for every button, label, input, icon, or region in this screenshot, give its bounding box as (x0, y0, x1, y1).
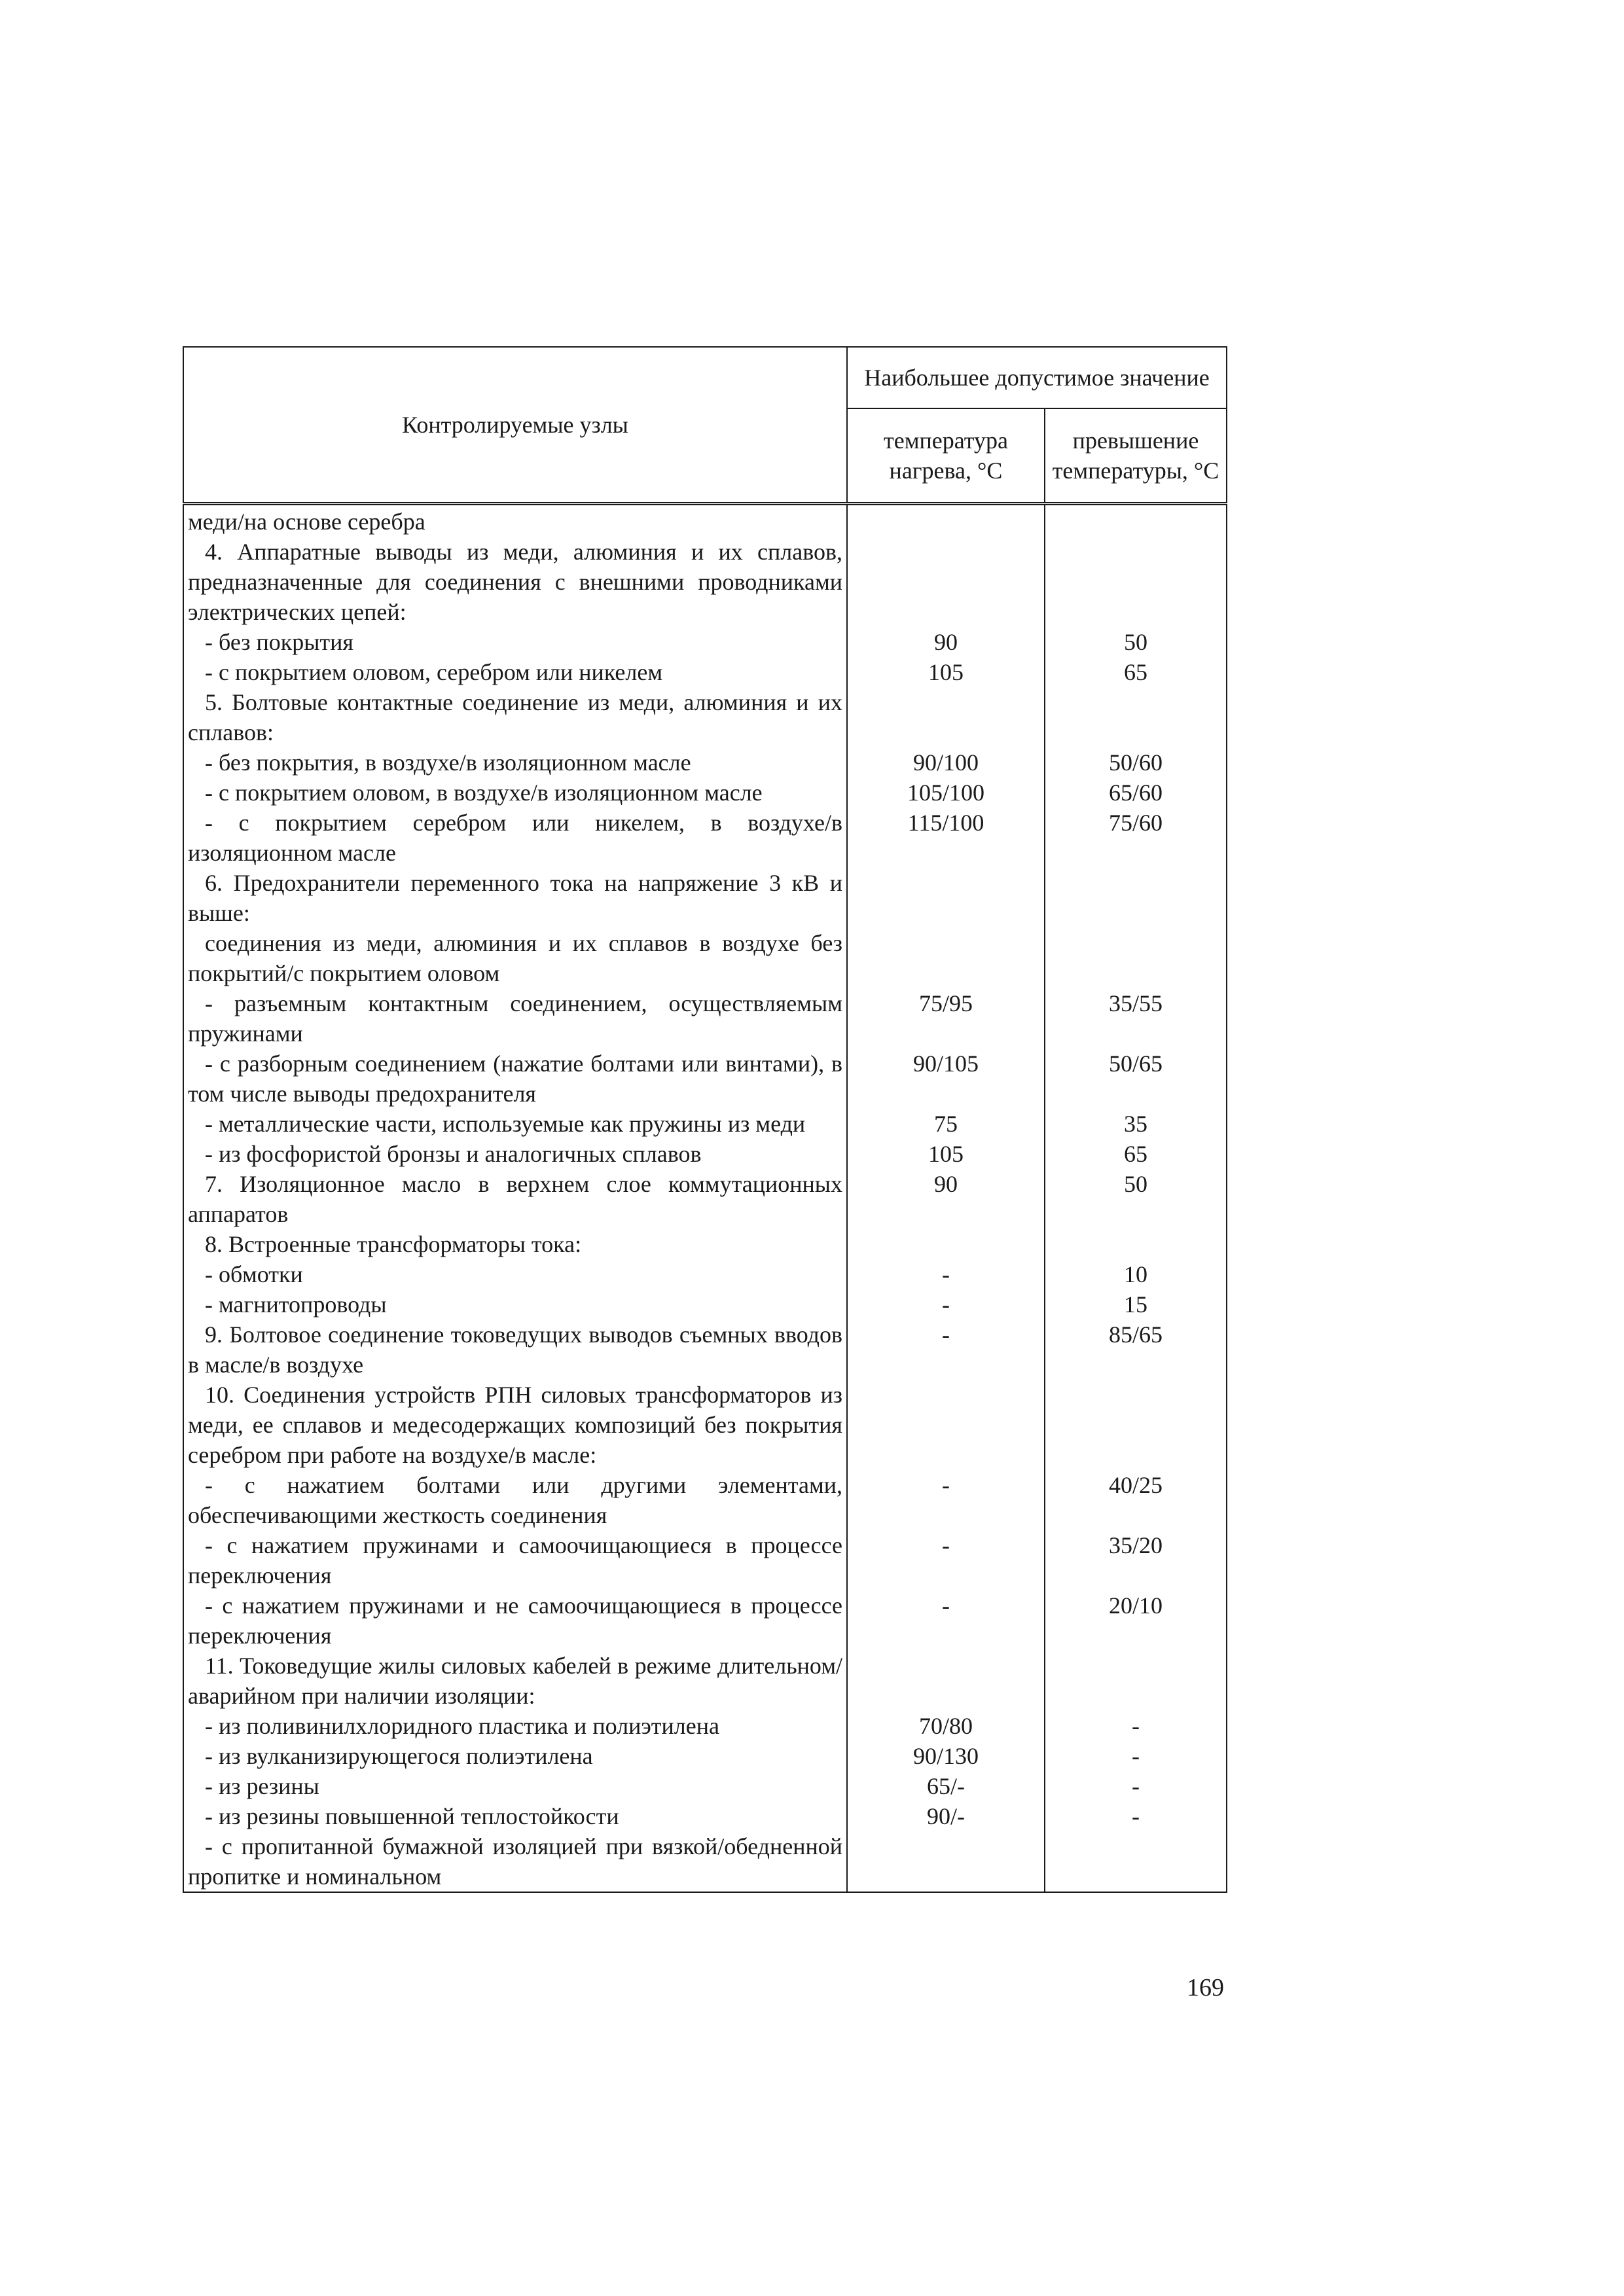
temperature-rise-value: 35 (1124, 1111, 1147, 1137)
temperature-rise-value (1045, 928, 1226, 988)
temperature-rise-value: 65 (1124, 659, 1147, 685)
temperature-rise-value: 85/65 (1108, 1321, 1163, 1348)
row-text: - магнитопроводы (205, 1291, 387, 1318)
heating-temperature-value: 105/100 (907, 780, 984, 806)
row-text: 11. Токоведущие жилы силовых кабелей в режиме длительном/аварийном при наличии изоляции: (188, 1653, 842, 1709)
heating-temperature-value: 105 (928, 1141, 964, 1167)
heating-temperature-value (848, 1229, 1044, 1259)
row-text: - с пропитанной бумажной изоляцией при вязкой/обедненной пропитке и номинальном (188, 1833, 842, 1890)
temperature-rise-value: - (1132, 1713, 1140, 1739)
heating-temperature-value: - (942, 1532, 950, 1558)
row-text: - без покрытия (205, 629, 353, 655)
heating-temperature-value: 70/80 (918, 1713, 973, 1739)
temperature-rise-value: 10 (1124, 1261, 1147, 1287)
row-text: - с нажатием пружинами и самоочищающиеся в процессе переключения (188, 1532, 842, 1588)
heating-temperature-value: 90 (934, 629, 958, 655)
row-text: 9. Болтовое соединение токоведущих выводов съемных вводов в масле/в воздухе (188, 1321, 842, 1378)
header-max-value: Наибольшее допустимое значение (847, 347, 1227, 408)
heating-temperature-column (847, 504, 1045, 1893)
row-text: - из резины повышенной теплостойкости (205, 1803, 619, 1829)
temperature-rise-value (1045, 537, 1226, 627)
temperature-rise-value: - (1132, 1803, 1140, 1829)
heating-temperature-value: 90 (934, 1171, 958, 1197)
temperature-limits-table (183, 346, 1227, 1893)
heating-temperature-value (848, 1651, 1044, 1711)
row-text: - с покрытием серебром или никелем, в воздухе/в изоляционном масле (188, 810, 842, 866)
temperature-rise-value: 15 (1124, 1291, 1147, 1318)
row-text: 7. Изоляционное масло в верхнем слое коммутационных аппаратов (188, 1171, 842, 1227)
row-text: - из резины (205, 1773, 319, 1799)
temperature-rise-value: 75/60 (1108, 810, 1163, 836)
heating-temperature-value (848, 1380, 1044, 1470)
row-text: 6. Предохранители переменного тока на напряжение 3 кВ и выше: (188, 870, 842, 926)
temperature-rise-value (1045, 1831, 1226, 1892)
row-text: - с покрытием оловом, серебром или никелем (205, 659, 663, 685)
heating-temperature-value: 90/100 (912, 749, 979, 776)
temperature-rise-value: 50/60 (1108, 749, 1163, 776)
controlled-nodes-list (184, 507, 846, 1892)
row-text: 8. Встроенные трансформаторы тока: (205, 1231, 582, 1257)
temperature-rise-value: 40/25 (1108, 1472, 1163, 1498)
temperature-rise-value (1045, 868, 1226, 928)
temperature-rise-value: 50 (1124, 1171, 1147, 1197)
row-text: - с нажатием пружинами и не самоочищающиеся в процессе переключения (188, 1592, 842, 1649)
heating-temperature-value (848, 1831, 1044, 1892)
row-text: 10. Соединения устройств РПН силовых трансформаторов из меди, ее сплавов и медесодержащих композиций без покрытия серебром при работе на воздухе/в масле: (188, 1382, 842, 1468)
temperature-rise-value: 35/20 (1108, 1532, 1163, 1558)
heating-temperature-value: 65/- (927, 1773, 965, 1799)
temperature-rise-value: 50/65 (1108, 1050, 1163, 1077)
temperature-rise-value: 50 (1124, 629, 1147, 655)
heating-temperature-value (848, 537, 1044, 627)
row-text: - разъемным контактным соединением, осуществляемым пружинами (188, 990, 842, 1047)
controlled-nodes-column (183, 504, 847, 1893)
heating-temperature-values (848, 507, 1044, 1892)
temperature-rise-value: 20/10 (1108, 1592, 1163, 1619)
header-controlled-nodes: Контролируемые узлы (183, 347, 847, 504)
heating-temperature-value (848, 868, 1044, 928)
row-text: - с нажатием болтами или другими элементами, обеспечивающими жесткость соединения (188, 1472, 842, 1528)
row-text: - обмотки (205, 1261, 303, 1287)
heating-temperature-value: 90/105 (912, 1050, 979, 1077)
heating-temperature-value: 90/- (927, 1803, 965, 1829)
header-temperature-rise: превышение температуры, °С (1045, 408, 1227, 504)
row-text: - из вулканизирующегося полиэтилена (205, 1743, 593, 1769)
temperature-rise-values (1045, 507, 1226, 1892)
row-text: соединения из меди, алюминия и их сплавов в воздухе без покрытий/с покрытием оловом (188, 930, 842, 986)
temperature-rise-value (1045, 1229, 1226, 1259)
temperature-rise-value (1045, 507, 1226, 537)
temperature-rise-value: - (1132, 1773, 1140, 1799)
row-text: 4. Аппаратные выводы из меди, алюминия и их сплавов, предназначенные для соединения с внешними проводниками электрических цепей: (188, 539, 842, 625)
heating-temperature-value: 105 (928, 659, 964, 685)
temperature-rise-value: 65/60 (1108, 780, 1163, 806)
heating-temperature-value (848, 507, 1044, 537)
heating-temperature-value: - (942, 1291, 950, 1318)
temperature-rise-value (1045, 1380, 1226, 1470)
heating-temperature-value: - (942, 1472, 950, 1498)
heating-temperature-value: 90/130 (912, 1743, 979, 1769)
temperature-rise-value: 65 (1124, 1141, 1147, 1167)
header-heating-temperature: температура нагрева, °С (847, 408, 1045, 504)
temperature-rise-value (1045, 687, 1226, 747)
temperature-rise-column (1045, 504, 1227, 1893)
row-text: - без покрытия, в воздухе/в изоляционном масле (205, 749, 691, 776)
row-text: - с покрытием оловом, в воздухе/в изоляционном масле (205, 780, 763, 806)
row-text: - с разборным соединением (нажатие болтами или винтами), в том числе выводы предохранителя (188, 1050, 842, 1107)
heating-temperature-value (848, 928, 1044, 988)
heating-temperature-value (848, 687, 1044, 747)
heating-temperature-value: - (942, 1592, 950, 1619)
row-text: - из поливинилхлоридного пластика и полиэтилена (205, 1713, 719, 1739)
heating-temperature-value: 75 (934, 1111, 958, 1137)
heating-temperature-value: - (942, 1261, 950, 1287)
row-text: 5. Болтовые контактные соединение из меди, алюминия и их сплавов: (188, 689, 842, 745)
temperature-rise-value: 35/55 (1108, 990, 1163, 1016)
page-number: 169 (1187, 1974, 1224, 2001)
heating-temperature-value: - (942, 1321, 950, 1348)
temperature-rise-value (1045, 1651, 1226, 1711)
row-text: - из фосфористой бронзы и аналогичных сплавов (205, 1141, 702, 1167)
heating-temperature-value: 75/95 (918, 990, 973, 1016)
temperature-rise-value: - (1132, 1743, 1140, 1769)
heating-temperature-value: 115/100 (907, 810, 984, 836)
row-text: - металлические части, используемые как пружины из меди (205, 1111, 806, 1137)
row-text: меди/на основе серебра (188, 509, 425, 535)
